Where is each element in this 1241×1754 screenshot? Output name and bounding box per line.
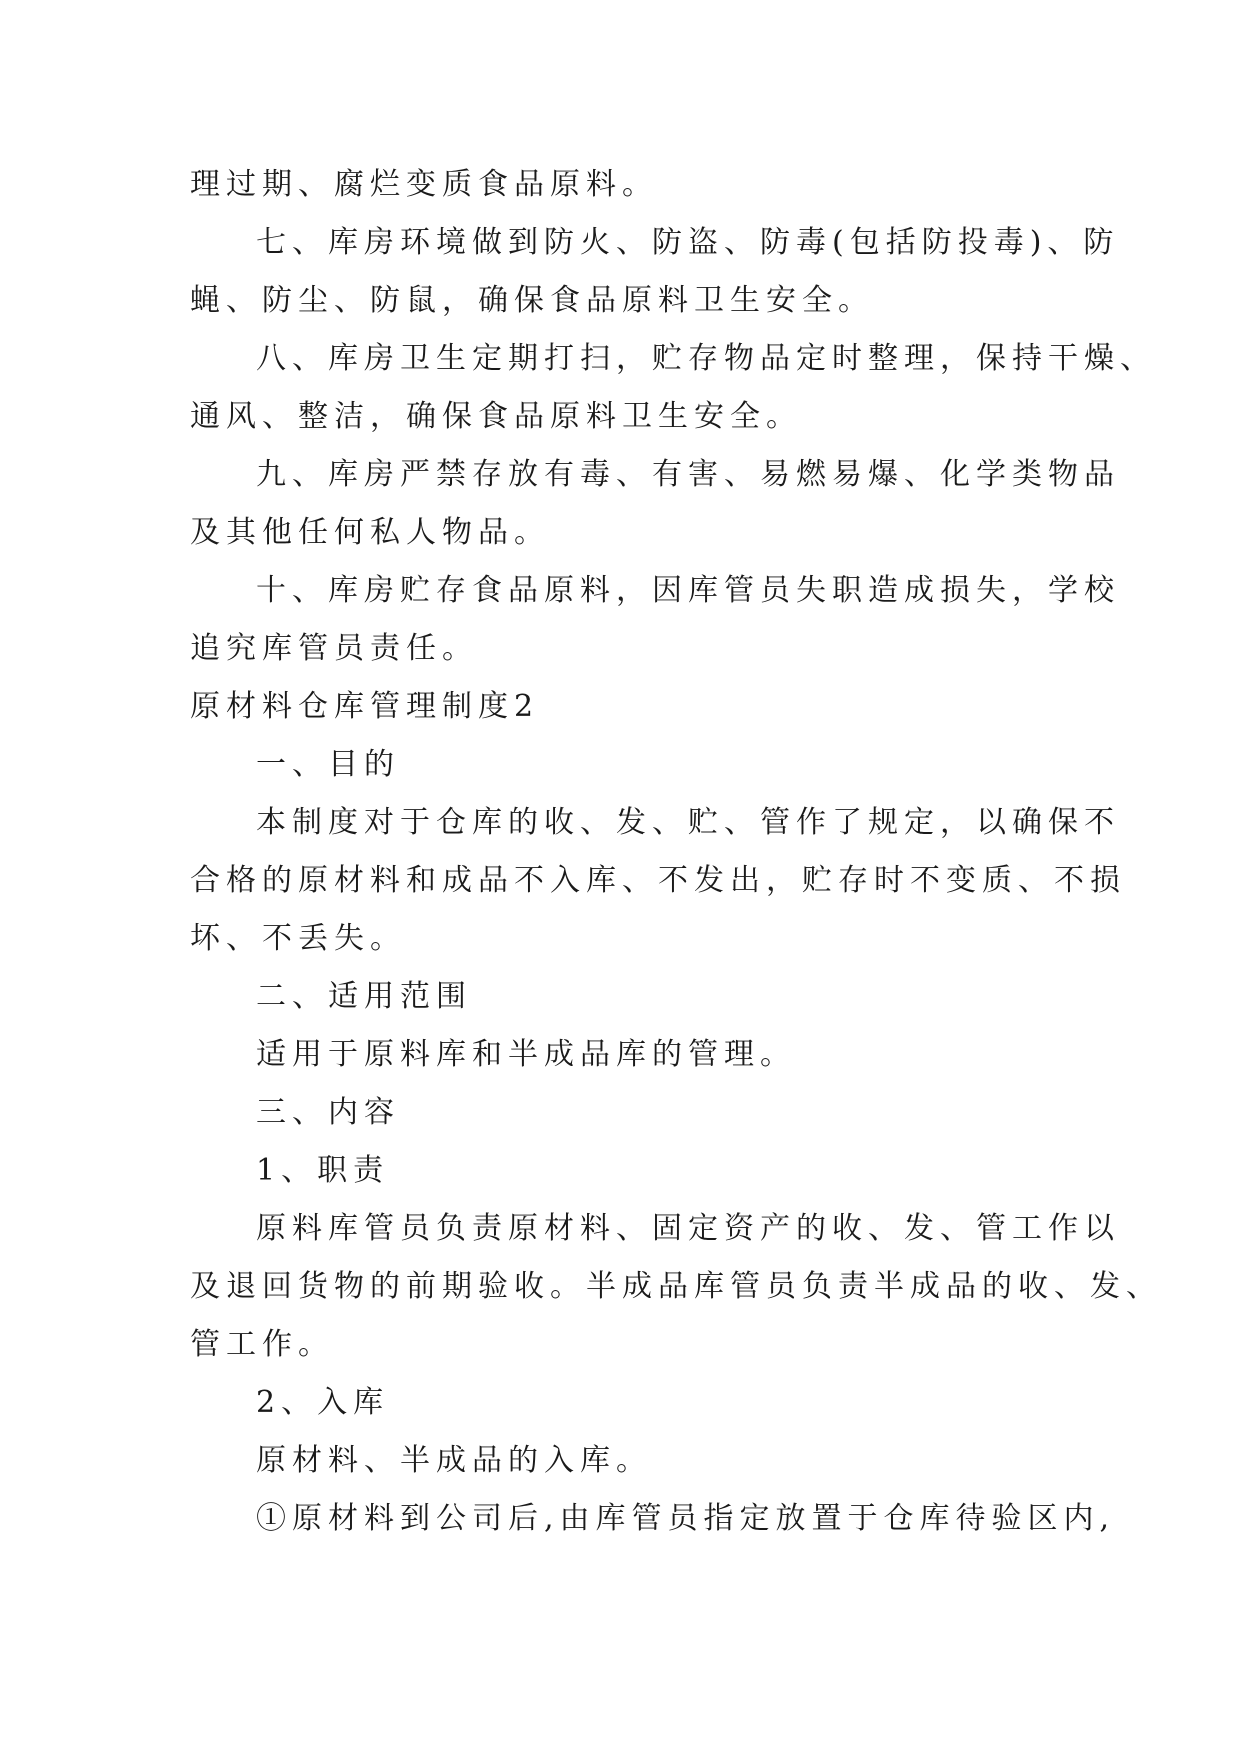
text-line: 三、内容 [256, 1095, 400, 1130]
section-title: 原材料仓库管理制度2 [190, 689, 540, 724]
text-line: 一、目的 [256, 747, 400, 782]
text-line: 通风、整洁，确保食品原料卫生安全。 [190, 399, 802, 434]
text-line: 七、库房环境做到防火、防盗、防毒(包括防投毒)、防 [256, 225, 1120, 260]
text-line: 2、入库 [256, 1385, 390, 1420]
text-line: 二、适用范围 [256, 979, 472, 1014]
text-line: 追究库管员责任。 [190, 631, 478, 666]
text-line: 1、职责 [256, 1153, 390, 1188]
text-line: 坏、不丢失。 [190, 921, 406, 956]
text-line: ①原材料到公司后,由库管员指定放置于仓库待验区内, [256, 1501, 1116, 1536]
text-line: 蝇、防尘、防鼠，确保食品原料卫生安全。 [190, 283, 874, 318]
text-line: 本制度对于仓库的收、发、贮、管作了规定，以确保不 [256, 805, 1120, 840]
text-line: 理过期、腐烂变质食品原料。 [190, 167, 658, 202]
text-line: 管工作。 [190, 1327, 334, 1362]
text-line: 原料库管员负责原材料、固定资产的收、发、管工作以 [256, 1211, 1120, 1246]
text-line: 适用于原料库和半成品库的管理。 [256, 1037, 796, 1072]
text-line: 九、库房严禁存放有毒、有害、易燃易爆、化学类物品 [256, 457, 1120, 492]
text-line: 八、库房卫生定期打扫，贮存物品定时整理，保持干燥、 [256, 341, 1156, 376]
text-line: 合格的原材料和成品不入库、不发出，贮存时不变质、不损 [190, 863, 1126, 898]
text-line: 及退回货物的前期验收。半成品库管员负责半成品的收、发、 [190, 1269, 1162, 1304]
text-line: 原材料、半成品的入库。 [256, 1443, 652, 1478]
text-line: 十、库房贮存食品原料，因库管员失职造成损失，学校 [256, 573, 1120, 608]
text-line: 及其他任何私人物品。 [190, 515, 550, 550]
